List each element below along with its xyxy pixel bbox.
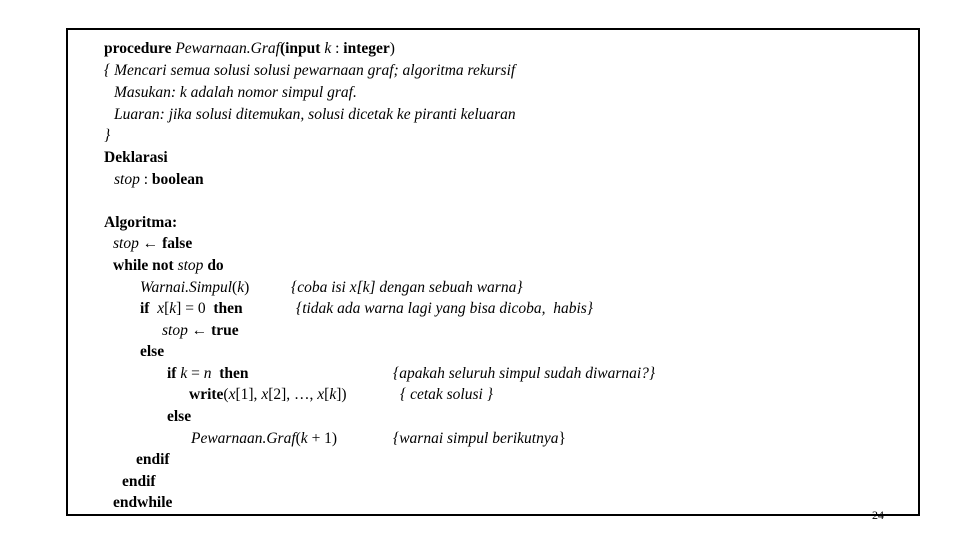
code-token: then bbox=[213, 300, 243, 317]
code-token: ) bbox=[244, 279, 250, 296]
code-token: x bbox=[261, 386, 269, 403]
code-token: k bbox=[237, 279, 245, 296]
code-token: [ bbox=[324, 386, 330, 403]
code-token: Algoritma: bbox=[104, 214, 178, 231]
code-token: Pewarnaan.Graf bbox=[175, 40, 280, 57]
code-line bbox=[140, 300, 243, 318]
code-line bbox=[104, 149, 168, 167]
code-token: } bbox=[104, 127, 111, 144]
code-token: k bbox=[324, 40, 332, 57]
code-line bbox=[114, 106, 516, 124]
code-line bbox=[393, 365, 655, 383]
code-token: endif bbox=[122, 473, 156, 490]
code-line bbox=[113, 235, 192, 253]
code-token: } bbox=[558, 430, 566, 447]
code-token: Warnai.Simpul bbox=[140, 279, 233, 296]
code-line bbox=[393, 430, 566, 448]
code-token: k bbox=[329, 386, 337, 403]
code-token: x bbox=[228, 386, 236, 403]
code-token: integer bbox=[343, 40, 390, 57]
code-token: ( bbox=[279, 40, 286, 57]
code-token: boolean bbox=[151, 171, 204, 188]
code-token: Luaran: jika solusi ditemukan, solusi dicetak ke piranti keluaran bbox=[114, 106, 516, 123]
code-token: do bbox=[203, 257, 224, 274]
code-token: Masukan: k adalah nomor simpul graf. bbox=[114, 84, 357, 101]
code-token: ]) bbox=[336, 386, 347, 403]
code-line bbox=[114, 171, 204, 189]
code-line bbox=[296, 300, 593, 318]
code-line bbox=[104, 40, 395, 58]
code-token: {warnai simpul berikutnya bbox=[393, 430, 559, 447]
code-token: {apakah seluruh simpul sudah diwarnai?} bbox=[393, 365, 656, 382]
code-token: ( bbox=[295, 430, 301, 447]
code-token: ( bbox=[223, 386, 229, 403]
code-token: ( bbox=[232, 279, 238, 296]
code-line bbox=[191, 430, 337, 448]
code-token: stop bbox=[177, 257, 204, 274]
code-token: stop bbox=[162, 322, 188, 339]
code-line bbox=[104, 62, 515, 80]
code-token: while not bbox=[113, 257, 178, 274]
code-line bbox=[291, 279, 523, 297]
code-token: + 1) bbox=[307, 430, 338, 447]
code-token: true bbox=[211, 322, 239, 339]
code-token: [2], …, bbox=[268, 386, 318, 403]
code-token: x bbox=[153, 300, 165, 317]
code-token: stop bbox=[114, 171, 140, 188]
code-token: = bbox=[187, 365, 204, 382]
code-token: Deklarasi bbox=[104, 149, 168, 166]
code-token: {coba isi x[k] dengan sebuah warna} bbox=[291, 279, 523, 296]
code-line bbox=[140, 279, 249, 297]
code-token: procedure bbox=[104, 40, 176, 57]
code-token: k bbox=[300, 430, 308, 447]
code-line bbox=[400, 386, 493, 404]
code-token: { cetak solusi } bbox=[400, 386, 493, 403]
code-token: k bbox=[180, 365, 188, 382]
code-line bbox=[114, 84, 357, 102]
code-line bbox=[104, 214, 177, 232]
code-token: k bbox=[169, 300, 177, 317]
code-line bbox=[104, 127, 110, 145]
code-token: else bbox=[167, 408, 192, 425]
code-line bbox=[167, 408, 191, 426]
code-token: if bbox=[167, 365, 181, 382]
code-token: ] = 0 bbox=[176, 300, 214, 317]
code-token: else bbox=[140, 343, 165, 360]
code-token: [1], bbox=[235, 386, 262, 403]
code-token: { Mencari semua solusi solusi pewarnaan graf; algoritma rekursif bbox=[104, 62, 516, 79]
code-token: ) bbox=[389, 40, 395, 57]
code-token: Pewarnaan.Graf bbox=[191, 430, 296, 447]
code-line bbox=[140, 343, 164, 361]
code-token: then bbox=[211, 365, 249, 382]
code-token: n bbox=[203, 365, 212, 382]
code-line bbox=[113, 494, 172, 512]
code-token: ← bbox=[138, 235, 163, 252]
code-token: ← bbox=[187, 322, 212, 339]
code-line bbox=[136, 451, 170, 469]
code-line bbox=[167, 365, 249, 383]
code-token: write bbox=[189, 386, 224, 403]
code-line bbox=[122, 473, 156, 491]
code-token: false bbox=[162, 235, 193, 252]
code-token: endwhile bbox=[113, 494, 173, 511]
code-token: [ bbox=[164, 300, 170, 317]
code-line bbox=[162, 322, 239, 340]
page-number: 24 bbox=[872, 508, 884, 522]
code-token: stop bbox=[113, 235, 139, 252]
code-token: {tidak ada warna lagi yang bisa dicoba, habis} bbox=[296, 300, 593, 317]
code-line bbox=[189, 386, 347, 404]
code-token: x bbox=[317, 386, 325, 403]
code-token: input bbox=[285, 40, 325, 57]
code-line bbox=[113, 257, 224, 275]
code-token: if bbox=[140, 300, 154, 317]
code-token: endif bbox=[136, 451, 170, 468]
code-token: : bbox=[139, 171, 152, 188]
code-token: : bbox=[331, 40, 344, 57]
